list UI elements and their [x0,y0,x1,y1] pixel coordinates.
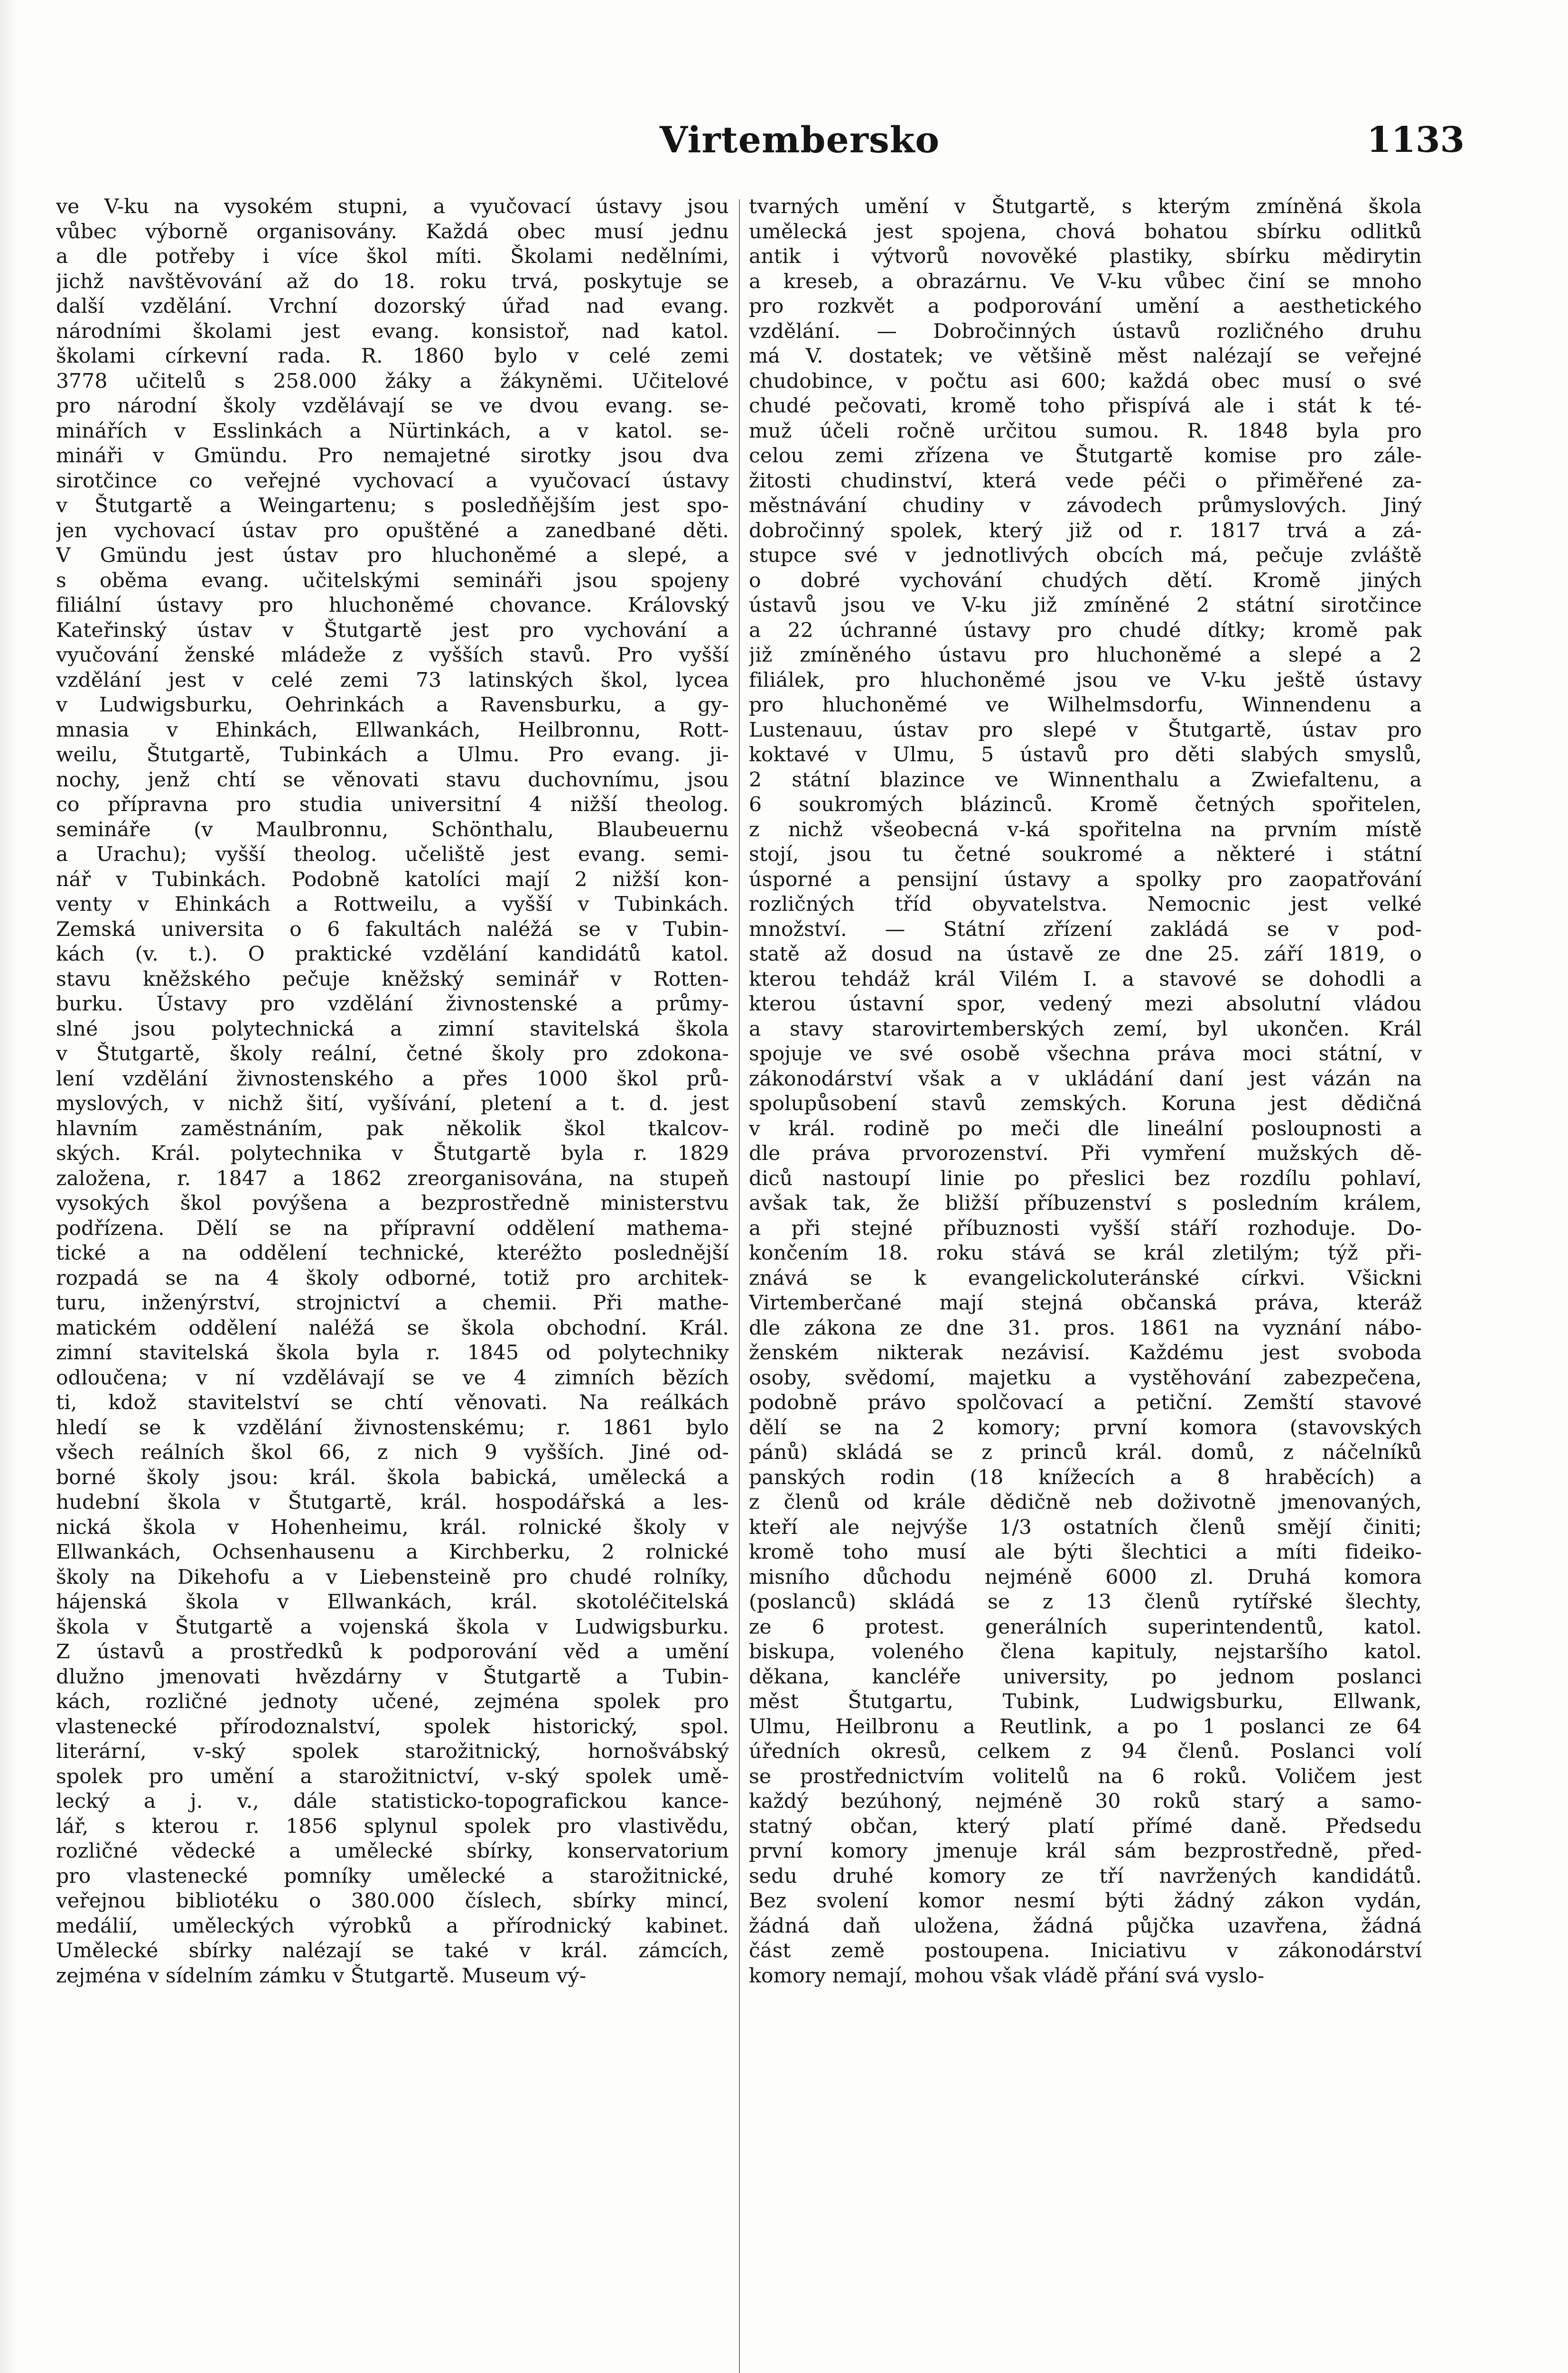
text-line: končením 18. roku stává se král zletilým; týž při- [749,1242,1422,1265]
text-line: v Štutgartě a Weingartenu; s posledňějším jest spo- [56,494,729,517]
text-line: a dle potřeby i více škol míti. Školami nedělními, [56,245,729,268]
text-line: (poslanců) skládá se z 13 členů rytířské šlechty, [749,1590,1422,1614]
text-line: žádná daň uložena, žádná půjčka uzavřena, žádná [749,1914,1422,1938]
text-line: další vzdělání. Vrchní dozorský úřad nad evang. [56,295,729,318]
text-line: sirotčince co veřejné vychovací a vyučovací ústavy [56,469,729,493]
text-line: ústavů jsou ve V-ku již zmíněné 2 státní sirotčince [749,594,1422,617]
text-line: a 22 úchranné ústavy pro chudé dítky; kromě pak [749,618,1422,642]
text-line: pro národní školy vzdělávají se ve dvou evang. se- [56,394,729,418]
text-line: dobročinný spolek, který již od r. 1817 trvá a zá- [749,519,1422,542]
text-line: pro hluchoněmé ve Wilhelmsdorfu, Winnendenu a [749,693,1422,717]
text-line: národními školami jest evang. konsistoř, nad katol. [56,319,729,343]
text-line: hlavním zaměstnáním, pak několik škol tkalcov- [56,1117,729,1140]
text-line: Zemská universita o 6 fakultách naléžá se v Tubin- [56,917,729,941]
text-line: všech reálních škol 66, z nich 9 vyšších. Jiné od- [56,1441,729,1464]
text-line: kteří ale nejvýše 1/3 ostatních členů smějí činiti; [749,1515,1422,1539]
text-line: literární, v-ský spolek starožitnický, hornošvábský [56,1740,729,1763]
text-line: filiální ústavy pro hluchoněmé chovance. Královský [56,594,729,617]
text-line: spolupůsobení stavů zemských. Koruna jest dědičná [749,1092,1422,1115]
text-line: jen vychovací ústav pro opuštěné a zanedbané děti. [56,519,729,542]
text-line: první komory jmenuje král sám bezprostředně, před- [749,1840,1422,1863]
text-line: muž účeli ročně určitou sumou. R. 1848 byla pro [749,419,1422,443]
text-line: Kateřinský ústav v Štutgartě jest pro vychování a [56,618,729,642]
text-line: matickém oddělení naléžá se škola obchodní. Král. [56,1316,729,1340]
text-line: myslových, v nichž šití, vyšívání, pletení a t. d. jest [56,1092,729,1115]
text-line: spojuje ve své osobě všechna práva moci státní, v [749,1042,1422,1065]
text-line: Bez svolení komor nesmí býti žádný zákon vydán, [749,1889,1422,1913]
text-line: Lustenauu, ústav pro slepé v Štutgartě, ústav pro [749,718,1422,742]
text-line: 3778 učitelů s 258.000 žáky a žákyněmi. Učitelové [56,369,729,393]
text-line: venty v Ehinkách a Rottweilu, a vyšší v Tubinkách. [56,893,729,916]
text-line: V Gmündu jest ústav pro hluchoněmé a slepé, a [56,544,729,567]
text-line: část země postoupena. Iniciativu v zákonodárství [749,1939,1422,1962]
text-line: chudé pečovati, kromě toho přispívá ale i stát k té- [749,394,1422,418]
text-line: každý bezúhoný, nejméně 30 roků starý a samo- [749,1790,1422,1813]
scan-edge [0,0,17,2373]
text-line: a při stejné příbuznosti vyšší stáří rozhoduje. Do- [749,1216,1422,1240]
text-line: misního důchodu nejméně 6000 zl. Druhá komora [749,1565,1422,1589]
text-line: děkana, kancléře university, po jednom poslanci [749,1665,1422,1689]
text-line: zimní stavitelská škola byla r. 1845 od polytechniky [56,1341,729,1364]
text-line: vůbec výborně organisovány. Každá obec musí jednu [56,220,729,243]
text-line: a stavy starovirtemberských zemí, byl ukončen. Král [749,1017,1422,1041]
text-line: statě až dosud na ústavě ze dne 25. září 1819, o [749,943,1422,966]
text-line: Ulmu, Heilbronu a Reutlink, a po 1 poslanci ze 64 [749,1715,1422,1738]
text-line: lář, s kterou r. 1856 splynul spolek pro vlastivědu, [56,1814,729,1838]
text-line: odloučena; v ní vzdělávají se ve 4 zimních bězích [56,1366,729,1390]
text-line: nochy, jenž chtí se věnovati stavu duchovnímu, jsou [56,768,729,792]
text-line: ských. Král. polytechnika v Štutgartě byla r. 1829 [56,1142,729,1165]
text-line: medálií, uměleckých výrobků a přírodnický kabinet. [56,1914,729,1938]
text-line: dlužno jmenovati hvězdárny v Štutgartě a Tubin- [56,1665,729,1689]
text-line: Z ústavů a prostředků k podporování věd a umění [56,1640,729,1663]
text-line: se prostřednictvím volitelů na 6 roků. Voličem jest [749,1765,1422,1788]
right-column [749,195,1422,2373]
text-line: ženském nikterak nezávisí. Každému jest svoboda [749,1341,1422,1364]
text-line: spolek pro umění a starožitnictví, v-ský spolek umě- [56,1765,729,1788]
text-line: filiálek, pro hluchoněmé jsou ve V-ku ještě ústavy [749,668,1422,692]
text-line: 2 státní blazince ve Winnenthalu a Zwiefaltenu, a [749,768,1422,792]
text-line: chudobince, v počtu asi 600; každá obec musí o své [749,369,1422,393]
text-line: turu, inženýrství, strojnictví a chemii. Při mathe- [56,1291,729,1315]
text-line: z nichž všeobecná v-ká spořitelna na prvním místě [749,818,1422,841]
text-line: z členů od krále dědičně neb doživotně jmenovaných, [749,1491,1422,1514]
text-line: tické a na oddělení technické, kteréžto poslednější [56,1242,729,1265]
text-line: a Urachu); vyšší theolog. učeliště jest evang. semi- [56,843,729,866]
text-line: podobně právo spolčovací a petiční. Zemští stavové [749,1391,1422,1414]
text-line: kách (v. t.). O praktické vzdělání kandidátů katol. [56,943,729,966]
text-line: hledí se k vzdělání živnostenskému; r. 1861 bylo [56,1416,729,1439]
text-line: zejména v sídelním zámku v Štutgartě. Museum vý- [56,1964,587,1988]
text-line: celou zemi zřízena ve Štutgartě komise pro zále- [749,444,1422,467]
text-line: množství. — Státní zřízení zakládá se v pod- [749,917,1422,941]
text-line: hájenská škola v Ellwankách, král. skotoléčitelská [56,1590,729,1614]
text-line: rozličných tříd obyvatelstva. Nemocnic jest velké [749,893,1422,916]
column-divider [739,199,740,2373]
text-line: vlastenecké přírodoznalství, spolek historický, spol. [56,1715,729,1738]
text-line: antik i výtvorů novověké plastiky, sbírku mědirytin [749,245,1422,268]
page-title: Virtembersko [660,119,940,161]
text-line: ze 6 protest. generálních superintendentů, katol. [749,1615,1422,1639]
text-line: koktavé v Ulmu, 5 ústavů pro děti slabých smyslů, [749,743,1422,766]
text-line: stupce své v jednotlivých obcích má, pečuje zvláště [749,544,1422,567]
text-line: žitosti chudinství, která vede péči o přiměřené za- [749,469,1422,493]
text-line: nická škola v Hohenheimu, král. rolnické školy v [56,1515,729,1539]
text-line: v Ludwigsburku, Oehrinkách a Ravensburku, a gy- [56,693,729,717]
text-line: stojí, jsou tu četné soukromé a některé i státní [749,843,1422,866]
text-line: pro vlastenecké pomníky umělecké a starožitnické, [56,1864,729,1888]
text-line: vysokých škol povýšena a bezprostředně ministerstvu [56,1192,729,1215]
text-line: vzdělání jest v celé zemi 73 latinských škol, lycea [56,668,729,692]
text-line: kterou ústavní spor, vedený mezi absolutní vládou [749,992,1422,1016]
text-line: školami církevní rada. R. 1860 bylo v celé zemi [56,345,729,368]
text-line: burku. Ústavy pro vzdělání živnostenské a průmy- [56,992,729,1016]
text-line: podřízena. Dělí se na přípravní oddělení mathema- [56,1216,729,1240]
text-line: Virtemberčané mají stejná občanská práva, kteráž [749,1291,1422,1315]
text-line: a kreseb, a obrazárnu. Ve V-ku vůbec činí se mnoho [749,270,1422,293]
text-line: weilu, Štutgartě, Tubinkách a Ulmu. Pro evang. ji- [56,743,729,766]
text-line: založena, r. 1847 a 1862 zreorganisována, na stupeň [56,1167,729,1190]
text-line: úsporné a pensijní ústavy a spolky pro zaopatřování [749,868,1422,891]
text-line: škola v Štutgartě a vojenská škola v Ludwigsburku. [56,1615,729,1639]
text-line: minářích v Esslinkách a Nürtinkách, a v katol. se- [56,419,729,443]
text-line: sedu druhé komory ze tří navržených kandidátů. [749,1864,1422,1888]
text-line: panských rodin (18 knížecích a 8 hraběcích) a [749,1466,1422,1489]
text-line: slné jsou polytechnická a zimní stavitelská škola [56,1017,729,1041]
text-line: vzdělání. — Dobročinných ústavů rozličného druhu [749,319,1422,343]
text-line: umělecká jest spojena, chová bohatou sbírku odlitků [749,220,1422,243]
text-line: dělí se na 2 komory; první komora (stavovských [749,1416,1422,1439]
text-line: školy na Dikehofu a v Liebensteině pro chudé rolníky, [56,1565,729,1589]
text-line: rozličné vědecké a umělecké sbírky, konservatorium [56,1840,729,1863]
text-line: mnasia v Ehinkách, Ellwankách, Heilbronnu, Rott- [56,718,729,742]
text-line: ve V-ku na vysokém stupni, a vyučovací ústavy jsou [56,195,729,218]
text-line: úředních okresů, celkem z 94 členů. Poslanci volí [749,1740,1422,1763]
text-line: měst Štutgartu, Tubink, Ludwigsburku, Ellwank, [749,1690,1422,1713]
text-line: veřejnou bibliotéku o 380.000 číslech, sbírky mincí, [56,1889,729,1913]
text-line: dle práva prvorozenství. Při vymření mužských dě- [749,1142,1422,1165]
text-line: rozpadá se na 4 školy odborné, totiž pro architek- [56,1266,729,1290]
text-line: pánů) skládá se z princů král. domů, z náčelníků [749,1441,1422,1464]
text-line: pro rozkvět a podporování umění a aesthetického [749,295,1422,318]
text-line: mináři v Gmündu. Pro nemajetné sirotky jsou dva [56,444,729,467]
text-line: o dobré vychování chudých dětí. Kromě jiných [749,569,1422,592]
text-line: vyučování ženské mládeže z vyšších stavů. Pro vyšší [56,644,729,667]
text-line: má V. dostatek; ve většině měst nalézají se veřejné [749,345,1422,368]
text-line: kách, rozličné jednoty učené, zejména spolek pro [56,1690,729,1713]
text-line: s oběma evang. učitelskými semináři jsou spojeny [56,569,729,592]
text-line: v král. rodině po meči dle lineální posloupnosti a [749,1117,1422,1140]
page-number: 1133 [1367,120,1465,160]
text-line: již zmíněného ústavu pro hluchoněmé a slepé a 2 [749,644,1422,667]
text-line: hudební škola v Štutgartě, král. hospodářská a les- [56,1491,729,1514]
text-line: Umělecké sbírky nalézají se také v král. zámcích, [56,1939,729,1962]
text-line: avšak tak, že bližší příbuzenství s posledním králem, [749,1192,1422,1215]
text-line: osoby, svědomí, majetku a vystěhování zabezpečena, [749,1366,1422,1390]
text-line: jichž navštěvování až do 18. roku trvá, poskytuje se [56,270,729,293]
text-line: zákonodárství však a v ukládání daní jest vázán na [749,1067,1422,1091]
text-line: kterou tehdáž král Vilém I. a stavové se dohodli a [749,967,1422,991]
text-line: statný občan, který platí přímé daně. Předsedu [749,1814,1422,1838]
text-line: borné školy jsou: král. škola babická, umělecká a [56,1466,729,1489]
text-line: ti, kdož stavitelství se chtí věnovati. Na reálkách [56,1391,729,1414]
left-column [56,195,729,2373]
text-line: stavu kněžského pečuje kněžský seminář v Rotten- [56,967,729,991]
text-line: semináře (v Maulbronnu, Schönthalu, Blaubeuernu [56,818,729,841]
text-line: kromě toho musí ale býti šlechtici a míti fideiko- [749,1541,1422,1564]
text-line: co přípravna pro studia universitní 4 nižší theolog. [56,793,729,816]
text-line: Ellwankách, Ochsenhausenu a Kirchberku, 2 rolnické [56,1541,729,1564]
text-line: v Štutgartě, školy reální, četné školy pro zdokona- [56,1042,729,1065]
text-line: lecký a j. v., dále statisticko-topografickou kance- [56,1790,729,1813]
text-line: komory nemají, mohou však vládě přání svá vyslo- [749,1964,1265,1988]
text-line: 6 soukromých blázinců. Kromě četných spořitelen, [749,793,1422,816]
text-line: biskupa, voleného člena kapituly, nejstaršího katol. [749,1640,1422,1663]
text-line: lení vzdělání živnostenského a přes 1000 škol prů- [56,1067,729,1091]
text-line: nář v Tubinkách. Podobně katolíci mají 2 nižší kon- [56,868,729,891]
text-line: tvarných umění v Štutgartě, s kterým zmíněná škola [749,195,1422,218]
text-line: městnávání chudiny v závodech průmyslových. Jiný [749,494,1422,517]
text-line: diců nastoupí linie po přeslici bez rozdílu pohlaví, [749,1167,1422,1190]
text-line: dle zákona ze dne 31. pros. 1861 na vyznání nábo- [749,1316,1422,1340]
text-line: znává se k evangelickoluteránské církvi. Všickni [749,1266,1422,1290]
